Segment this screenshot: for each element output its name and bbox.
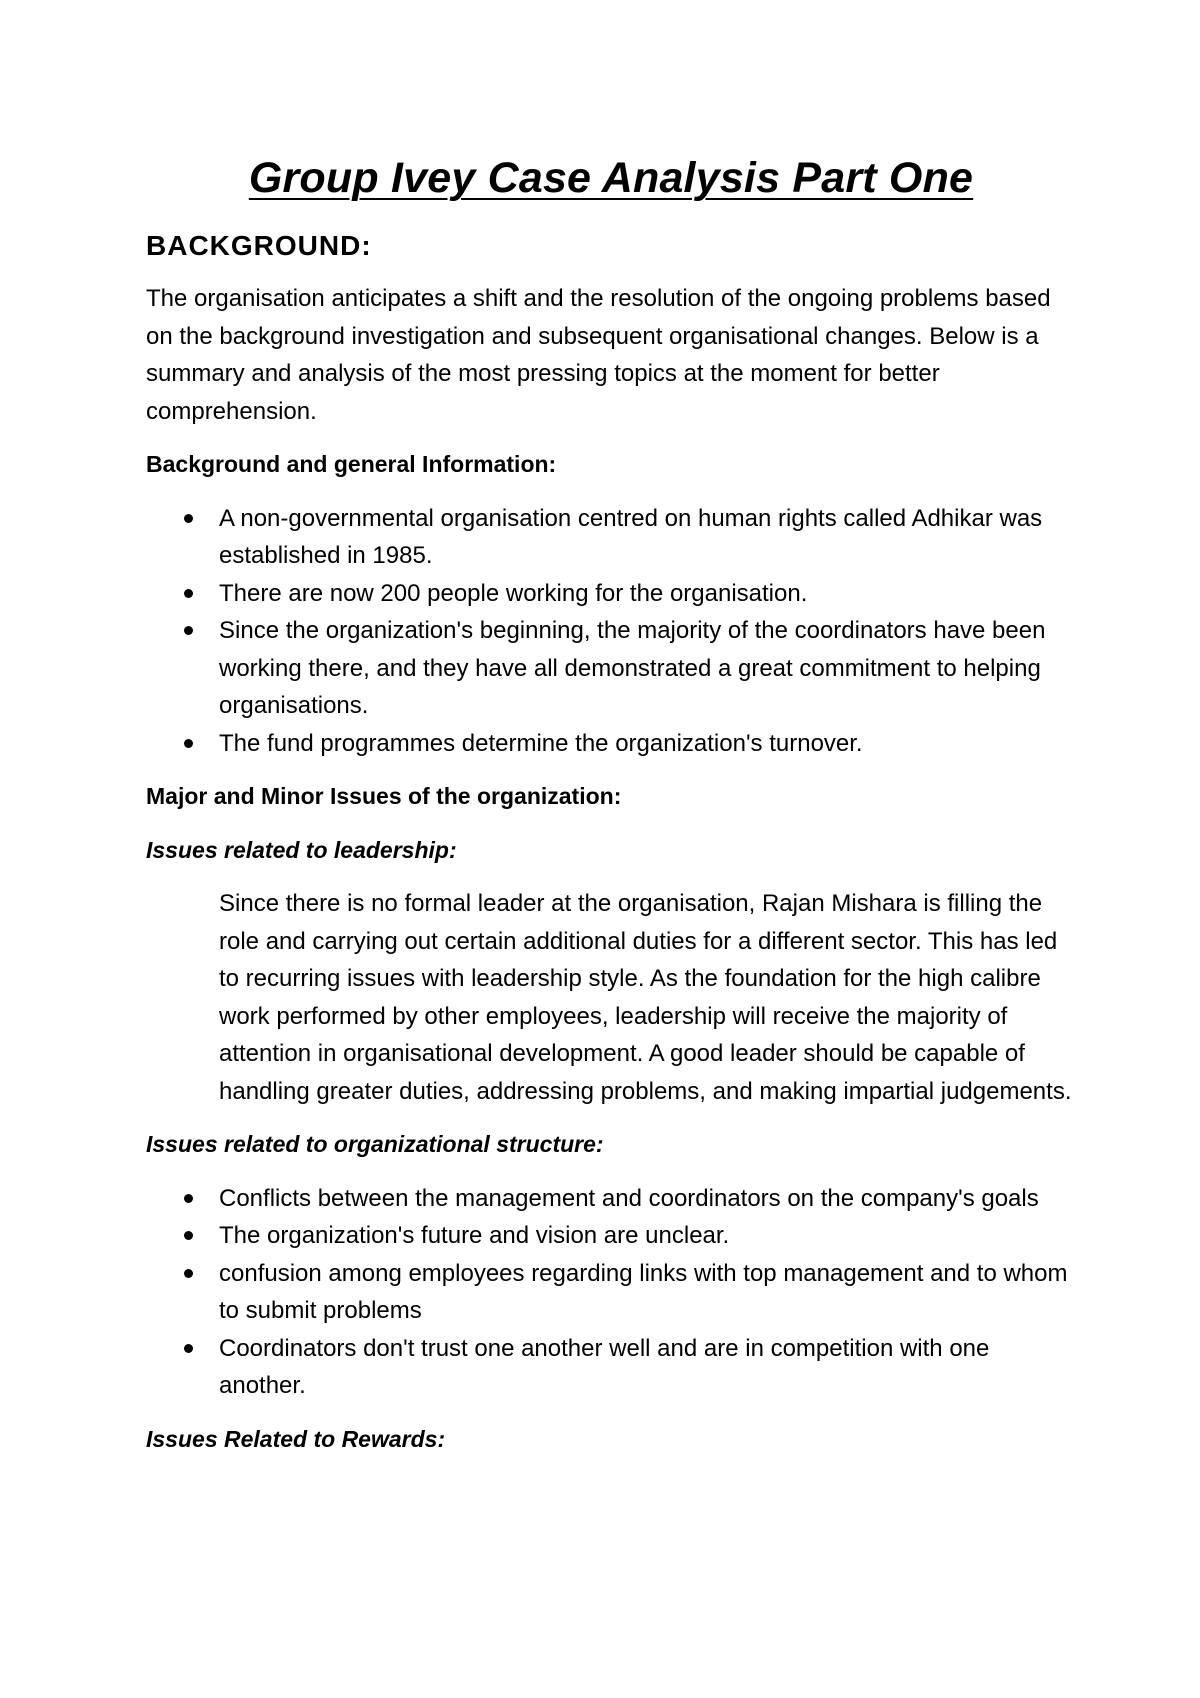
list-item-text: confusion among employees regarding links with top management and to whom to submit problems [219, 1259, 1068, 1324]
structure-issues-heading: Issues related to organizational structure: [146, 1131, 604, 1157]
list-item [146, 612, 1076, 725]
general-info-heading: Background and general Information: [146, 451, 557, 477]
document-title: Group Ivey Case Analysis Part One [248, 154, 974, 202]
list-item-text: There are now 200 people working for the organisation. [219, 579, 808, 607]
list-item-text: Coordinators don't trust one another well and are in competition with one another. [219, 1334, 990, 1399]
leadership-issues-heading: Issues related to leadership: [146, 836, 457, 863]
issues-heading: Major and Minor Issues of the organization: [146, 783, 622, 809]
background-heading: BACKGROUND: [146, 230, 372, 261]
leadership-issues-paragraph: Since there is no formal leader at the organisation, Rajan Mishara is filling the role and carrying out certain additional duties for a different sector. This has led to recurring issues with leadership style. As the foundation for the high calibre work performed by other employees, leadership will receive the majority of attention in organisational development. A good leader should be capable of handling greater duties, addressing problems, and making impartial judgements. [219, 890, 1072, 1105]
list-item [146, 575, 1076, 613]
list-item [146, 1330, 1076, 1405]
general-info-list [146, 500, 1076, 763]
list-item-text: Conflicts between the management and coordinators on the company's goals [219, 1184, 1039, 1212]
bullet-icon [184, 1231, 193, 1240]
bullet-icon [184, 626, 193, 635]
intro-paragraph: The organisation anticipates a shift and the resolution of the ongoing problems based on the background investigation and subsequent organisational changes. Below is a summary and analysis of the most pressing topics at the moment for better comprehension. [146, 285, 1051, 425]
bullet-icon [184, 1269, 193, 1278]
list-item [146, 500, 1076, 575]
list-item [146, 1217, 1076, 1255]
structure-issues-list [146, 1180, 1076, 1405]
list-item-text: Since the organization's beginning, the majority of the coordinators have been working there, and they have all demonstrated a great commitment to helping organisations. [219, 617, 1046, 719]
rewards-issues-heading: Issues Related to Rewards: [146, 1425, 446, 1452]
list-item-text: The organization's future and vision are unclear. [219, 1222, 730, 1249]
document-body [146, 150, 1076, 1474]
list-item [146, 1255, 1076, 1330]
list-item-text: A non-governmental organisation centred on human rights called Adhikar was established in 1985. [219, 504, 1043, 569]
list-item-text: The fund programmes determine the organization's turnover. [219, 729, 863, 757]
bullet-icon [184, 589, 193, 598]
bullet-icon [184, 514, 193, 523]
bullet-icon [184, 739, 193, 748]
list-item [146, 725, 1076, 763]
bullet-icon [184, 1194, 193, 1203]
list-item [146, 1180, 1076, 1218]
bullet-icon [184, 1344, 193, 1353]
